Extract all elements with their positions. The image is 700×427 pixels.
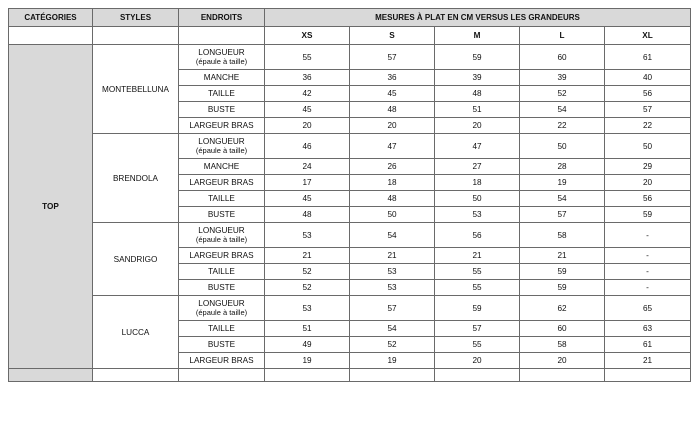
measure-cell-xl: - — [605, 248, 691, 264]
measure-cell-xl: 61 — [605, 337, 691, 353]
measure-cell-m: 59 — [435, 296, 520, 321]
empty-cell — [179, 369, 265, 382]
measure-cell-l: 60 — [520, 45, 605, 70]
empty-cell — [435, 369, 520, 382]
measure-cell-m: 59 — [435, 45, 520, 70]
measure-cell-l: 50 — [520, 134, 605, 159]
measure-cell-m: 51 — [435, 102, 520, 118]
measure-cell-l: 60 — [520, 321, 605, 337]
empty-cell — [93, 369, 179, 382]
measure-cell-xs: 46 — [265, 134, 350, 159]
measure-cell-s: 45 — [350, 86, 435, 102]
empty-cell — [179, 27, 265, 45]
measure-cell-s: 26 — [350, 159, 435, 175]
endroit-label: TAILLE — [208, 194, 235, 203]
style-name-cell: MONTEBELLUNA — [93, 45, 179, 134]
measure-cell-s: 48 — [350, 102, 435, 118]
measure-cell-l: 58 — [520, 337, 605, 353]
measure-cell-l: 28 — [520, 159, 605, 175]
endroit-cell — [179, 321, 265, 337]
measure-cell-s: 50 — [350, 207, 435, 223]
measure-cell-m: 20 — [435, 118, 520, 134]
measure-cell-s: 53 — [350, 264, 435, 280]
style-name-cell: SANDRIGO — [93, 223, 179, 296]
endroit-cell — [179, 134, 265, 159]
measure-cell-l: 39 — [520, 70, 605, 86]
endroit-label: LARGEUR BRAS — [189, 356, 254, 365]
measure-cell-xl: 22 — [605, 118, 691, 134]
endroit-label: TAILLE — [208, 324, 235, 333]
category-cell: TOP — [9, 45, 93, 369]
header-row — [9, 9, 691, 27]
measure-cell-xl: 59 — [605, 207, 691, 223]
endroit-cell — [179, 118, 265, 134]
measure-cell-s: 57 — [350, 45, 435, 70]
endroit-cell — [179, 353, 265, 369]
measure-cell-m: 20 — [435, 353, 520, 369]
measure-cell-xl: - — [605, 223, 691, 248]
measure-cell-m: 21 — [435, 248, 520, 264]
endroit-cell — [179, 337, 265, 353]
measure-cell-xl: 63 — [605, 321, 691, 337]
endroit-label: BUSTE — [207, 340, 236, 349]
empty-cell — [265, 369, 350, 382]
endroit-cell — [179, 86, 265, 102]
measure-cell-xs: 36 — [265, 70, 350, 86]
size-s-header: S — [350, 27, 435, 45]
measure-cell-l: 19 — [520, 175, 605, 191]
header-mesures: MESURES À PLAT EN CM VERSUS LES GRANDEURS — [265, 9, 691, 27]
table-row — [9, 223, 691, 248]
measure-cell-m: 56 — [435, 223, 520, 248]
endroit-sublabel: (épaule à taille) — [195, 146, 248, 155]
endroit-cell — [179, 207, 265, 223]
measure-cell-xs: 49 — [265, 337, 350, 353]
measure-cell-s: 48 — [350, 191, 435, 207]
measure-cell-xl: 29 — [605, 159, 691, 175]
endroit-label: LONGUEUR — [198, 48, 245, 57]
measure-cell-xs: 42 — [265, 86, 350, 102]
table-row — [9, 296, 691, 321]
endroit-cell — [179, 264, 265, 280]
measure-cell-l: 54 — [520, 102, 605, 118]
measure-cell-xs: 52 — [265, 280, 350, 296]
measure-cell-l: 57 — [520, 207, 605, 223]
size-l-header: L — [520, 27, 605, 45]
empty-cell — [93, 27, 179, 45]
measure-cell-s: 53 — [350, 280, 435, 296]
endroit-cell — [179, 45, 265, 70]
measure-cell-s: 19 — [350, 353, 435, 369]
endroit-sublabel: (épaule à taille) — [195, 308, 248, 317]
measure-cell-xs: 48 — [265, 207, 350, 223]
measure-cell-l: 21 — [520, 248, 605, 264]
endroit-cell — [179, 102, 265, 118]
header-endroits: ENDROITS — [179, 9, 265, 27]
style-name-cell: LUCCA — [93, 296, 179, 369]
measure-cell-l: 58 — [520, 223, 605, 248]
measure-cell-s: 21 — [350, 248, 435, 264]
measure-cell-xl: - — [605, 264, 691, 280]
measure-cell-l: 59 — [520, 280, 605, 296]
measure-cell-xs: 53 — [265, 223, 350, 248]
endroit-cell — [179, 159, 265, 175]
measure-cell-xl: 50 — [605, 134, 691, 159]
endroit-label: BUSTE — [207, 210, 236, 219]
measure-cell-xs: 24 — [265, 159, 350, 175]
measure-cell-m: 53 — [435, 207, 520, 223]
measure-cell-s: 57 — [350, 296, 435, 321]
endroit-cell — [179, 296, 265, 321]
measure-cell-s: 18 — [350, 175, 435, 191]
measure-cell-l: 20 — [520, 353, 605, 369]
measure-cell-m: 57 — [435, 321, 520, 337]
measure-cell-xl: 40 — [605, 70, 691, 86]
endroit-label: LONGUEUR — [198, 226, 245, 235]
measure-cell-l: 22 — [520, 118, 605, 134]
endroit-label: TAILLE — [208, 267, 235, 276]
endroit-label: LONGUEUR — [198, 299, 245, 308]
header-categories: CATÉGORIES — [9, 9, 93, 27]
endroit-label: MANCHE — [203, 73, 240, 82]
measure-cell-xs: 45 — [265, 191, 350, 207]
measure-cell-xl: 57 — [605, 102, 691, 118]
measure-cell-xl: - — [605, 280, 691, 296]
measure-cell-xs: 17 — [265, 175, 350, 191]
empty-cell — [605, 369, 691, 382]
endroit-cell — [179, 248, 265, 264]
measure-cell-l: 62 — [520, 296, 605, 321]
size-chart-table — [8, 8, 691, 382]
measure-cell-xs: 51 — [265, 321, 350, 337]
measure-cell-m: 48 — [435, 86, 520, 102]
measure-cell-m: 55 — [435, 280, 520, 296]
measure-cell-xs: 19 — [265, 353, 350, 369]
empty-cell — [9, 27, 93, 45]
endroit-sublabel: (épaule à taille) — [195, 235, 248, 244]
endroit-label: LARGEUR BRAS — [189, 178, 254, 187]
endroit-label: LARGEUR BRAS — [189, 251, 254, 260]
endroit-cell — [179, 191, 265, 207]
sizes-row — [9, 27, 691, 45]
measure-cell-xs: 52 — [265, 264, 350, 280]
endroit-label: LARGEUR BRAS — [189, 121, 254, 130]
endroit-label: BUSTE — [207, 105, 236, 114]
measure-cell-l: 52 — [520, 86, 605, 102]
measure-cell-xs: 55 — [265, 45, 350, 70]
style-name-cell: BRENDOLA — [93, 134, 179, 223]
endroit-cell — [179, 70, 265, 86]
measure-cell-xl: 65 — [605, 296, 691, 321]
measure-cell-s: 52 — [350, 337, 435, 353]
measure-cell-xs: 20 — [265, 118, 350, 134]
measure-cell-m: 47 — [435, 134, 520, 159]
endroit-cell — [179, 175, 265, 191]
measure-cell-xs: 21 — [265, 248, 350, 264]
measure-cell-xs: 45 — [265, 102, 350, 118]
measure-cell-xl: 20 — [605, 175, 691, 191]
measure-cell-s: 54 — [350, 321, 435, 337]
measure-cell-xl: 21 — [605, 353, 691, 369]
empty-cell — [9, 369, 93, 382]
measure-cell-xl: 61 — [605, 45, 691, 70]
measure-cell-xl: 56 — [605, 191, 691, 207]
measure-cell-m: 27 — [435, 159, 520, 175]
measure-cell-xs: 53 — [265, 296, 350, 321]
measure-cell-l: 59 — [520, 264, 605, 280]
header-styles: STYLES — [93, 9, 179, 27]
table-row — [9, 134, 691, 159]
empty-cell — [520, 369, 605, 382]
table-row — [9, 45, 691, 70]
table-row — [9, 369, 691, 382]
size-xs-header: XS — [265, 27, 350, 45]
measure-cell-m: 50 — [435, 191, 520, 207]
measure-cell-l: 54 — [520, 191, 605, 207]
endroit-cell — [179, 223, 265, 248]
table-body — [9, 45, 691, 382]
endroit-sublabel: (épaule à taille) — [195, 57, 248, 66]
measure-cell-s: 54 — [350, 223, 435, 248]
endroit-label: MANCHE — [203, 162, 240, 171]
empty-cell — [350, 369, 435, 382]
endroit-cell — [179, 280, 265, 296]
endroit-label: BUSTE — [207, 283, 236, 292]
measure-cell-m: 39 — [435, 70, 520, 86]
size-xl-header: XL — [605, 27, 691, 45]
measure-cell-m: 18 — [435, 175, 520, 191]
measure-cell-s: 36 — [350, 70, 435, 86]
measure-cell-m: 55 — [435, 337, 520, 353]
measure-cell-m: 55 — [435, 264, 520, 280]
endroit-label: LONGUEUR — [198, 137, 245, 146]
measure-cell-xl: 56 — [605, 86, 691, 102]
measure-cell-s: 20 — [350, 118, 435, 134]
measure-cell-s: 47 — [350, 134, 435, 159]
endroit-label: TAILLE — [208, 89, 235, 98]
size-m-header: M — [435, 27, 520, 45]
